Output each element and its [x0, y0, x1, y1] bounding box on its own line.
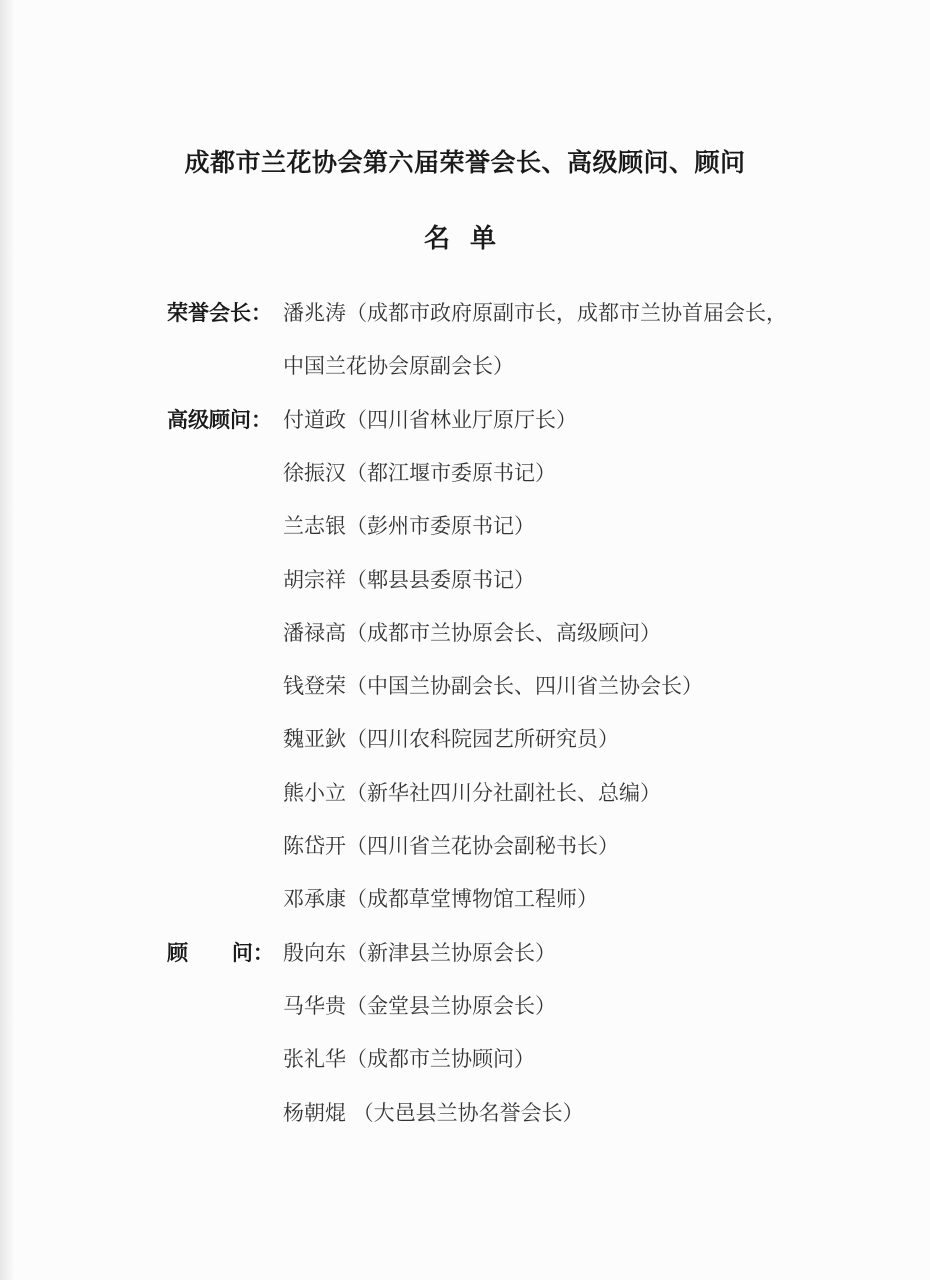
- entry: [283, 511, 535, 541]
- member-name: 潘兆涛: [283, 301, 346, 325]
- entry: [283, 405, 577, 435]
- member-title: （成都市兰协顾问）: [346, 1047, 535, 1072]
- member-title: （四川省兰花协会副秘书长）: [346, 834, 619, 858]
- entry: [283, 298, 787, 328]
- entry: [283, 618, 661, 648]
- member-name: 付道政: [283, 407, 346, 432]
- member-title: （金堂县兰协原会长）: [346, 993, 556, 1018]
- entry: [283, 831, 619, 861]
- entry: [283, 565, 535, 595]
- member-title: （大邑县兰协名誉会长）: [346, 1100, 584, 1125]
- member-name: 兰志银: [283, 514, 346, 539]
- entry: [283, 991, 556, 1021]
- member-title: （新津县兰协原会长）: [346, 940, 556, 965]
- scan-edge-shadow: [0, 0, 14, 1280]
- member-title: 中国兰花协会原副会长）: [283, 354, 514, 379]
- section-label: 顾 问：: [167, 939, 274, 965]
- entry: [283, 778, 661, 808]
- member-name: 陈岱开: [283, 834, 346, 858]
- member-title: （成都草堂博物馆工程师）: [346, 887, 598, 912]
- entry: [283, 1044, 535, 1074]
- document-subtitle: 名单: [423, 224, 516, 254]
- member-name: 马华贵: [283, 993, 346, 1018]
- member-name: 徐振汉: [283, 460, 346, 485]
- entry: [283, 724, 619, 754]
- member-name: 张礼华: [283, 1047, 346, 1072]
- entry: [283, 938, 556, 968]
- member-title: （四川农科院园艺所研究员）: [346, 727, 619, 752]
- section-label: 荣誉会长：: [167, 300, 272, 325]
- document-title: 成都市兰花协会第六届荣誉会长、高级顾问、顾问: [184, 148, 746, 177]
- member-name: 钱登荣: [283, 674, 346, 699]
- entry: [283, 458, 556, 488]
- entry: [283, 671, 703, 701]
- entry: [283, 1098, 584, 1128]
- member-name: 邓承康: [283, 887, 346, 912]
- member-name: 熊小立: [283, 780, 346, 805]
- member-title: （都江堰市委原书记）: [346, 460, 556, 485]
- section-label: 高级顾问：: [167, 406, 272, 432]
- member-title: （彭州市委原书记）: [346, 514, 535, 539]
- member-name: 潘禄高: [283, 620, 346, 645]
- member-title: （成都市政府原副市长，成都市兰协首届会长，: [346, 301, 787, 325]
- entry: [283, 351, 514, 381]
- entry: [283, 884, 598, 914]
- member-name: 殷向东: [283, 940, 346, 965]
- member-name: 杨朝焜: [283, 1100, 346, 1125]
- member-name: 胡宗祥: [283, 567, 346, 592]
- member-title: （中国兰协副会长、四川省兰协会长）: [346, 674, 703, 699]
- member-name: 魏亚鈥: [283, 727, 346, 752]
- member-title: （新华社四川分社副社长、总编）: [346, 780, 661, 805]
- member-title: （成都市兰协原会长、高级顾问）: [346, 620, 661, 645]
- member-title: （四川省林业厅原厅长）: [346, 407, 577, 432]
- member-title: （郫县县委原书记）: [346, 567, 535, 592]
